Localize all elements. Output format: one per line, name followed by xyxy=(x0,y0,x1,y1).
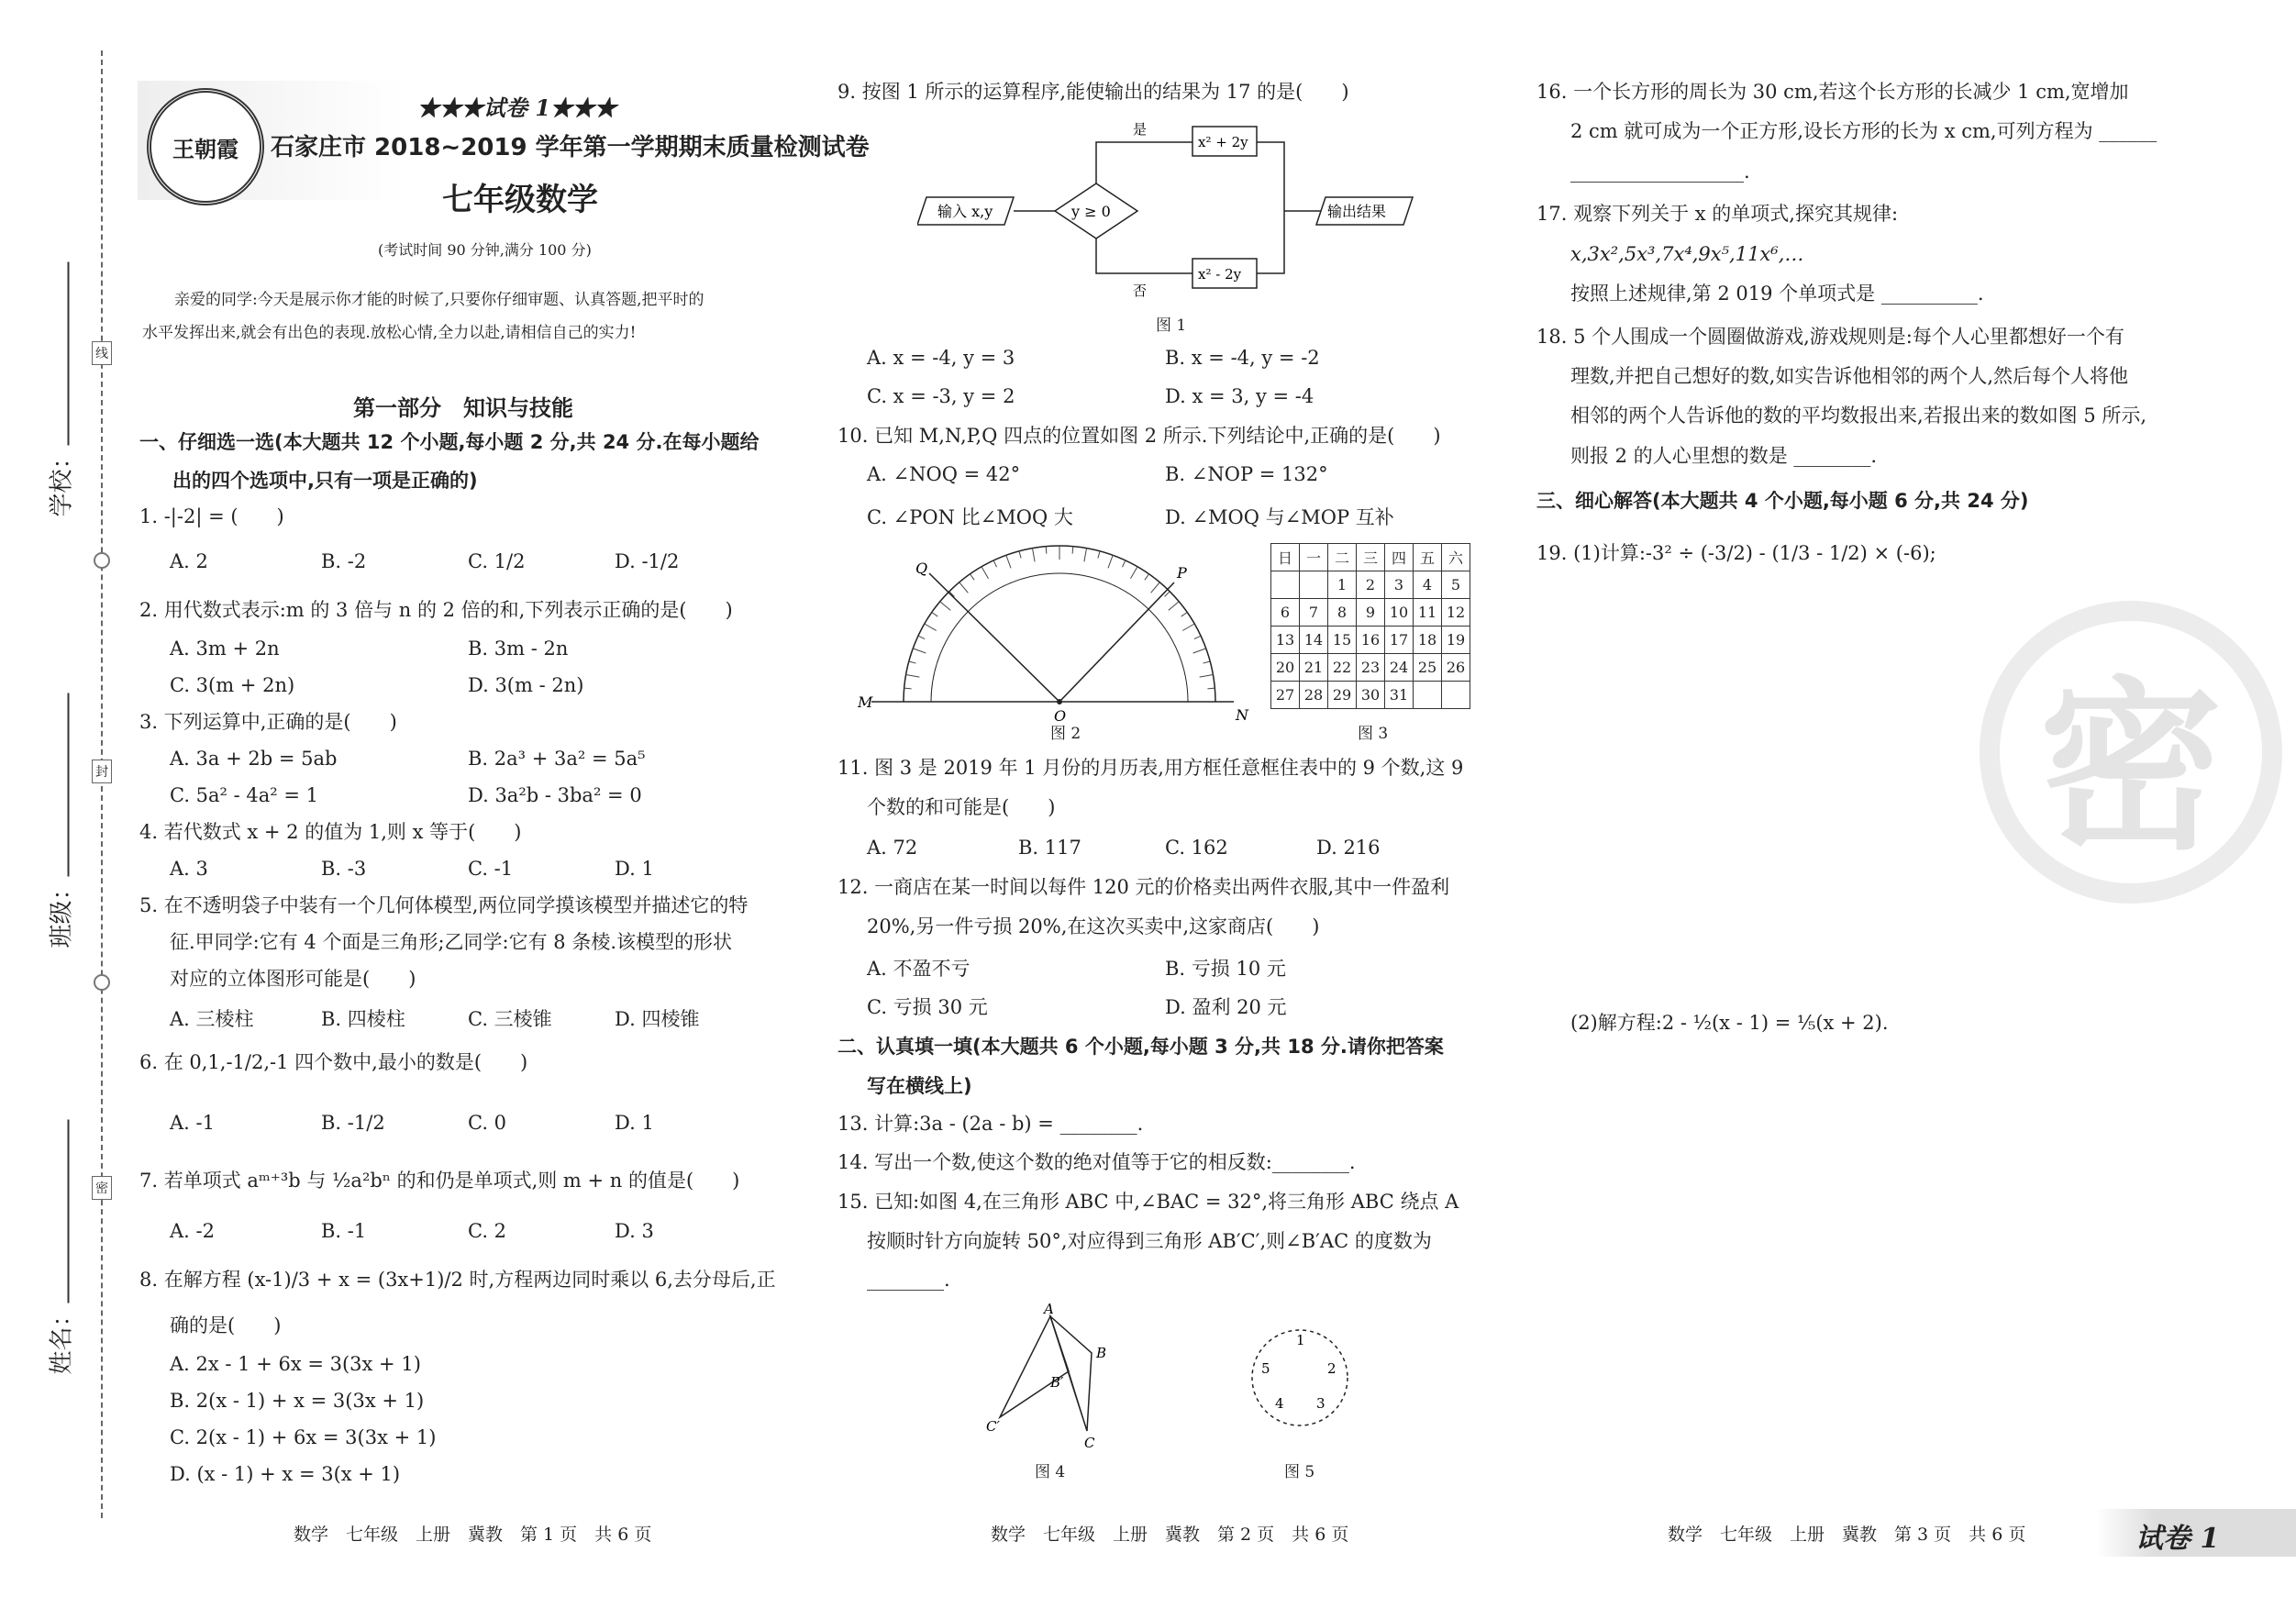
q5-opt-c[interactable]: C. 三棱锥 xyxy=(468,1008,552,1030)
protractor-tick xyxy=(1207,688,1215,689)
q12-opt-d[interactable]: D. 盈利 20 元 xyxy=(1165,996,1287,1018)
calendar-cell: 11 xyxy=(1414,599,1442,627)
fig1-top-text: x² + 2y xyxy=(1198,134,1248,150)
footer-tag: 试卷 1 xyxy=(2135,1523,2220,1555)
q2-opt-c[interactable]: C. 3(m + 2n) xyxy=(170,674,295,696)
calendar-cell: 19 xyxy=(1442,627,1470,654)
calendar-head-cell: 四 xyxy=(1385,544,1414,571)
calendar-cell: 2 xyxy=(1357,571,1385,599)
protractor-tick xyxy=(1032,549,1035,562)
q10-opt-b[interactable]: B. ∠NOP = 132° xyxy=(1165,463,1328,485)
q19-part1: 19. (1)计算:-3² ÷ (-3/2) - (1/3 - 1/2) × (-6); xyxy=(1536,542,1936,564)
calendar-head-cell: 日 xyxy=(1271,544,1300,571)
q4-opt-b[interactable]: B. -3 xyxy=(321,858,367,880)
calendar-row xyxy=(1271,682,1470,709)
label-q: Q xyxy=(915,560,928,577)
q18-line4[interactable]: 则报 2 的人心里想的数是 ________. xyxy=(1570,445,1878,467)
q3-opt-c[interactable]: C. 5a² - 4a² = 1 xyxy=(170,784,319,806)
q2-stem: 2. 用代数式表示:m 的 3 倍与 n 的 2 倍的和,下列表示正确的是( ) xyxy=(139,599,733,621)
calendar-cell: 9 xyxy=(1357,599,1385,627)
protractor-tick xyxy=(932,612,938,616)
q8-opt-b[interactable]: B. 2(x - 1) + x = 3(3x + 1) xyxy=(170,1390,425,1412)
calendar-cell: 25 xyxy=(1414,654,1442,682)
fig1-yes: 是 xyxy=(1133,121,1148,138)
margin-seal-2: 封 xyxy=(92,760,112,783)
protractor-tick xyxy=(1181,612,1188,616)
q12-opt-b[interactable]: B. 亏损 10 元 xyxy=(1165,958,1286,980)
calendar-cell: 8 xyxy=(1328,599,1357,627)
logo-seal xyxy=(147,88,264,205)
q11-opt-d[interactable]: D. 216 xyxy=(1316,837,1381,859)
q17-line1: 17. 观察下列关于 x 的单项式,探究其规律: xyxy=(1536,203,1899,225)
q17-line3[interactable]: 按照上述规律,第 2 019 个单项式是 __________. xyxy=(1570,283,1984,305)
calendar-cell xyxy=(1442,682,1470,709)
name-label: 姓名： xyxy=(48,1303,76,1375)
protractor-tick xyxy=(913,649,926,653)
protractor-tick xyxy=(904,688,912,689)
q8-opt-c[interactable]: C. 2(x - 1) + 6x = 3(3x + 1) xyxy=(170,1426,437,1448)
q6-opt-c[interactable]: C. 0 xyxy=(468,1112,507,1134)
protractor-tick xyxy=(909,661,916,663)
fig4-c2: C′ xyxy=(986,1418,1000,1435)
calendar-cell: 28 xyxy=(1300,682,1328,709)
fig5-caption: 图 5 xyxy=(1284,1463,1315,1481)
watermark-text: 密 xyxy=(2038,660,2223,875)
fig4-a: A xyxy=(1044,1303,1054,1317)
fig4-b2: B′ xyxy=(1050,1374,1064,1391)
protractor-tick xyxy=(1046,547,1047,554)
q6-opt-b[interactable]: B. -1/2 xyxy=(321,1112,385,1134)
label-n: N xyxy=(1236,706,1248,724)
exam-title: 石家庄市 2018~2019 学年第一学期期末质量检测试卷 xyxy=(271,134,870,161)
protractor-tick xyxy=(1098,551,1100,559)
protractor-tick xyxy=(1019,551,1021,559)
q10-opt-a[interactable]: A. ∠NOQ = 42° xyxy=(867,463,1021,485)
q4-stem: 4. 若代数式 x + 2 的值为 1,则 x 等于( ) xyxy=(139,821,522,843)
protractor-inner xyxy=(931,573,1188,702)
protractor-tick xyxy=(1151,582,1160,593)
calendar-cell: 26 xyxy=(1442,654,1470,682)
calendar-cell: 18 xyxy=(1414,627,1442,654)
protractor-tick xyxy=(1200,674,1214,677)
calendar-head-cell: 三 xyxy=(1357,544,1385,571)
footer-page-3: 数学 七年级 上册 冀教 第 3 页 共 6 页 xyxy=(1668,1525,2026,1545)
calendar-cell: 6 xyxy=(1271,599,1300,627)
q4-opt-d[interactable]: D. 1 xyxy=(615,858,654,880)
fig5-n5: 5 xyxy=(1261,1360,1270,1377)
q4-opt-c[interactable]: C. -1 xyxy=(468,858,514,880)
q11-opt-c[interactable]: C. 162 xyxy=(1165,837,1228,859)
q9-opt-a[interactable]: A. x = -4, y = 3 xyxy=(867,347,1015,369)
q7-opt-c[interactable]: C. 2 xyxy=(468,1220,507,1242)
protractor-tick xyxy=(1194,636,1201,638)
fig5-n4: 4 xyxy=(1275,1395,1284,1412)
calendar-cell xyxy=(1300,571,1328,599)
calendar-cell: 12 xyxy=(1442,599,1470,627)
protractor-tick xyxy=(959,582,969,593)
fig4-c: C xyxy=(1084,1435,1095,1451)
q1-opt-a[interactable]: A. 2 xyxy=(170,550,208,572)
q6-stem: 6. 在 0,1,-1/2,-1 四个数中,最小的数是( ) xyxy=(139,1051,528,1073)
calendar-head-cell: 六 xyxy=(1442,544,1470,571)
q6-opt-d[interactable]: D. 1 xyxy=(615,1112,654,1134)
calendar-cell: 31 xyxy=(1385,682,1414,709)
q3-opt-d[interactable]: D. 3a²b - 3ba² = 0 xyxy=(468,784,642,806)
q5-line3: 对应的立体图形可能是( ) xyxy=(170,968,416,990)
q8-opt-a[interactable]: A. 2x - 1 + 6x = 3(3x + 1) xyxy=(170,1353,421,1375)
q18-line3: 相邻的两个人告诉他的数的平均数报出来,若报出来的数如图 5 所示, xyxy=(1570,405,2147,427)
q7-opt-a[interactable]: A. -2 xyxy=(170,1220,215,1242)
calendar-row xyxy=(1271,571,1470,599)
q15-line3[interactable]: ________. xyxy=(867,1269,950,1291)
q2-opt-d[interactable]: D. 3(m - 2n) xyxy=(468,674,584,696)
q9-opt-b[interactable]: B. x = -4, y = -2 xyxy=(1165,347,1320,369)
fig3-caption: 图 3 xyxy=(1358,725,1389,743)
calendar-cell: 27 xyxy=(1271,682,1300,709)
section1-line1: 一、仔细选一选(本大题共 12 个小题,每小题 2 分,共 24 分.在每小题给 xyxy=(139,431,760,453)
q16-line1: 16. 一个长方形的周长为 30 cm,若这个长方形的长减少 1 cm,宽增加 xyxy=(1536,81,2129,103)
fig1-caption: 图 1 xyxy=(1156,316,1187,335)
footer-page-1: 数学 七年级 上册 冀教 第 1 页 共 6 页 xyxy=(294,1525,652,1545)
calendar-cell: 24 xyxy=(1385,654,1414,682)
protractor-tick xyxy=(925,624,937,631)
calendar-cell: 23 xyxy=(1357,654,1385,682)
fig1-bottom-text: x² - 2y xyxy=(1198,266,1242,283)
intro-line-1: 亲爱的同学:今天是展示你才能的时候了,只要你仔细审题、认真答题,把平时的 xyxy=(174,291,704,309)
calendar-cell xyxy=(1414,682,1442,709)
protractor-tick xyxy=(982,567,989,579)
fig1-no: 否 xyxy=(1133,283,1148,299)
q7-stem: 7. 若单项式 aᵐ⁺³b 与 ½a²bⁿ 的和仍是单项式,则 m + n 的值是( ) xyxy=(139,1170,740,1192)
calendar-row xyxy=(1271,654,1470,682)
q5-line2: 征.甲同学:它有 4 个面是三角形;乙同学:它有 8 条棱.该模型的形状 xyxy=(170,931,732,953)
calendar-cell: 17 xyxy=(1385,627,1414,654)
q5-line1: 5. 在不透明袋子中装有一个几何体模型,两位同学摸该模型并描述它的特 xyxy=(139,894,749,916)
q11-line2: 个数的和可能是( ) xyxy=(867,796,1056,818)
q8-opt-d[interactable]: D. (x - 1) + x = 3(x + 1) xyxy=(170,1463,401,1485)
q6-opt-a[interactable]: A. -1 xyxy=(170,1112,215,1134)
q1-opt-b[interactable]: B. -2 xyxy=(321,550,367,572)
q2-opt-a[interactable]: A. 3m + 2n xyxy=(170,638,280,660)
q1-opt-d[interactable]: D. -1/2 xyxy=(615,550,680,572)
q15-line2: 按顺时针方向旋转 50°,对应得到三角形 AB′C′,则∠B′AC 的度数为 xyxy=(867,1230,1432,1252)
fig5-n1: 1 xyxy=(1296,1332,1305,1348)
calendar-head-cell: 二 xyxy=(1328,544,1357,571)
q8-stem: 8. 在解方程 (x-1)/3 + x = (3x+1)/2 时,方程两边同时乘以 6,去分母后,正 xyxy=(139,1269,776,1291)
school-field[interactable] xyxy=(43,242,77,517)
figure-1-flowchart xyxy=(917,119,1431,312)
fig1-input-text: 输入 x,y xyxy=(937,203,993,220)
q10-stem: 10. 已知 M,N,P,Q 四点的位置如图 2 所示.下列结论中,正确的是( ) xyxy=(837,425,1441,447)
secret-watermark xyxy=(1980,601,2282,904)
subject-title: 七年级数学 xyxy=(442,182,598,218)
q7-opt-b[interactable]: B. -1 xyxy=(321,1220,367,1242)
figure-2-protractor xyxy=(858,541,1252,725)
margin-seal-3: 密 xyxy=(92,1176,112,1200)
q11-opt-a[interactable]: A. 72 xyxy=(867,837,918,859)
protractor-tick xyxy=(906,674,920,677)
q3-opt-a[interactable]: A. 3a + 2b = 5ab xyxy=(170,748,338,770)
q5-opt-b[interactable]: B. 四棱柱 xyxy=(321,1008,405,1030)
q12-line2: 20%,另一件亏损 20%,在这次买卖中,这家商店( ) xyxy=(867,915,1320,937)
q13[interactable]: 13. 计算:3a - (2a - b) = ________. xyxy=(837,1113,1144,1135)
protractor-tick xyxy=(1203,661,1210,663)
fig1-cond-text: y ≥ 0 xyxy=(1071,203,1111,220)
protractor-tick xyxy=(1169,602,1179,611)
q19-part2-answer-space[interactable] xyxy=(1570,1050,2213,1491)
calendar-cell: 1 xyxy=(1328,571,1357,599)
q11-opt-b[interactable]: B. 117 xyxy=(1018,837,1081,859)
q5-opt-d[interactable]: D. 四棱锥 xyxy=(615,1008,700,1030)
protractor-tick xyxy=(1072,547,1073,554)
q9-opt-c[interactable]: C. x = -3, y = 2 xyxy=(867,385,1015,407)
calendar-cell: 29 xyxy=(1328,682,1357,709)
calendar-head-cell: 五 xyxy=(1414,544,1442,571)
logo-text: 王朝霞 xyxy=(172,135,238,162)
q1-stem: 1. -|-2| = ( ) xyxy=(139,505,284,527)
q9-opt-d[interactable]: D. x = 3, y = -4 xyxy=(1165,385,1314,407)
q12-line1: 12. 一商店在某一时间以每件 120 元的价格卖出两件衣服,其中一件盈利 xyxy=(837,876,1450,898)
q12-opt-c[interactable]: C. 亏损 30 元 xyxy=(867,996,988,1018)
protractor-tick xyxy=(1108,555,1113,568)
fig4-b: B xyxy=(1096,1345,1107,1361)
figure-4-triangles xyxy=(982,1303,1147,1458)
calendar-cell: 21 xyxy=(1300,654,1328,682)
name-field[interactable] xyxy=(43,1100,77,1375)
time-note: (考试时间 90 分钟,满分 100 分) xyxy=(378,241,592,259)
binding-line xyxy=(101,50,103,1518)
calendar-row xyxy=(1271,627,1470,654)
section2-line1: 二、认真填一填(本大题共 6 个小题,每小题 3 分,共 18 分.请你把答案 xyxy=(837,1036,1444,1058)
label-m: M xyxy=(858,693,873,711)
calendar-cell: 14 xyxy=(1300,627,1328,654)
calendar-cell: 15 xyxy=(1328,627,1357,654)
part1-title: 第一部分 知识与技能 xyxy=(353,395,573,421)
calendar-head-cell: 一 xyxy=(1300,544,1328,571)
label-p: P xyxy=(1177,564,1187,582)
q1-opt-c[interactable]: C. 1/2 xyxy=(468,550,526,572)
class-label: 班级： xyxy=(48,876,76,948)
triangle-ab2c2 xyxy=(1000,1316,1069,1417)
protractor-tick xyxy=(1182,624,1194,631)
label-o: O xyxy=(1054,707,1067,725)
protractor-tick xyxy=(1193,649,1206,653)
figure-5-circle xyxy=(1243,1321,1358,1436)
protractor-tick xyxy=(970,574,974,581)
q15-line1: 15. 已知:如图 4,在三角形 ABC 中,∠BAC = 32°,将三角形 ABC 绕点 A xyxy=(837,1191,1459,1213)
calendar-cell: 10 xyxy=(1385,599,1414,627)
calendar-cell: 30 xyxy=(1357,682,1385,709)
protractor-tick xyxy=(1006,555,1011,568)
q9-stem: 9. 按图 1 所示的运算程序,能使输出的结果为 17 的是( ) xyxy=(837,81,1349,103)
calendar-cell: 7 xyxy=(1300,599,1328,627)
class-field[interactable] xyxy=(43,673,77,948)
paper-tag: ★★★试卷 1★★★ xyxy=(417,94,617,121)
fig4-caption: 图 4 xyxy=(1035,1463,1066,1481)
q3-stem: 3. 下列运算中,正确的是( ) xyxy=(139,711,397,733)
calendar-row xyxy=(1271,599,1470,627)
footer-page-2: 数学 七年级 上册 冀教 第 2 页 共 6 页 xyxy=(991,1525,1349,1545)
calendar-cell xyxy=(1271,571,1300,599)
calendar-cell: 22 xyxy=(1328,654,1357,682)
protractor-tick xyxy=(993,560,996,567)
hole-2 xyxy=(94,974,110,991)
protractor-ticks xyxy=(904,546,1215,702)
calendar-cell: 16 xyxy=(1357,627,1385,654)
protractor-tick xyxy=(940,602,950,611)
margin-seal-1: 线 xyxy=(92,341,112,365)
section1-line2: 出的四个选项中,只有一项是正确的) xyxy=(172,470,478,492)
protractor-tick xyxy=(1145,574,1149,581)
q16-line3[interactable]: __________________. xyxy=(1570,161,1750,183)
q11-line1: 11. 图 3 是 2019 年 1 月份的月历表,用方框任意框住表中的 9 个数,这 9 xyxy=(837,757,1464,779)
protractor-tick xyxy=(1122,560,1125,567)
protractor-tick xyxy=(1084,549,1087,562)
school-label: 学校： xyxy=(48,445,76,517)
q16-line2: 2 cm 就可成为一个正方形,设长方形的长为 x cm,可列方程为 ______ xyxy=(1570,120,2157,142)
protractor-outer xyxy=(904,546,1215,702)
q14[interactable]: 14. 写出一个数,使这个数的绝对值等于它的相反数:________. xyxy=(837,1151,1356,1173)
intro-line-2: 水平发挥出来,就会有出色的表现.放松心情,全力以赴,请相信自己的实力! xyxy=(142,324,637,342)
calendar-cell: 5 xyxy=(1442,571,1470,599)
calendar-cell: 3 xyxy=(1385,571,1414,599)
protractor-tick xyxy=(1131,567,1138,579)
section2-line2: 写在横线上) xyxy=(867,1075,972,1097)
calendar-cell: 20 xyxy=(1271,654,1300,682)
figure-3-calendar xyxy=(1270,543,1470,709)
q17-line2: x,3x²,5x³,7x⁴,9x⁵,11x⁶,… xyxy=(1570,243,1804,265)
fig5-n3: 3 xyxy=(1316,1395,1325,1412)
calendar-cell: 4 xyxy=(1414,571,1442,599)
hole-1 xyxy=(94,552,110,569)
section3-title: 三、细心解答(本大题共 4 个小题,每小题 6 分,共 24 分) xyxy=(1536,490,2029,512)
q10-opt-c[interactable]: C. ∠PON 比∠MOQ 大 xyxy=(867,506,1073,528)
q12-opt-a[interactable]: A. 不盈不亏 xyxy=(867,958,971,980)
fig1-output-text: 输出结果 xyxy=(1327,203,1387,220)
q5-opt-a[interactable]: A. 三棱柱 xyxy=(170,1008,254,1030)
calendar-cell: 13 xyxy=(1271,627,1300,654)
q2-opt-b[interactable]: B. 3m - 2n xyxy=(468,638,569,660)
fig2-caption: 图 2 xyxy=(1050,725,1081,743)
q10-opt-d[interactable]: D. ∠MOQ 与∠MOP 互补 xyxy=(1165,506,1394,528)
q18-line2: 理数,并把自己想好的数,如实告诉他相邻的两个人,然后每个人将他 xyxy=(1570,365,2129,387)
q7-opt-d[interactable]: D. 3 xyxy=(615,1220,654,1242)
q19-part2: (2)解方程:2 - ½(x - 1) = ⅕(x + 2). xyxy=(1570,1012,1889,1034)
ray-op xyxy=(1059,582,1174,702)
q8-line2: 确的是( ) xyxy=(170,1314,282,1336)
q4-opt-a[interactable]: A. 3 xyxy=(170,858,208,880)
protractor-tick xyxy=(918,636,925,638)
q18-line1: 18. 5 个人围成一个圆圈做游戏,游戏规则是:每个人心里都想好一个有 xyxy=(1536,326,2124,348)
fig5-n2: 2 xyxy=(1327,1360,1337,1377)
q3-opt-b[interactable]: B. 2a³ + 3a² = 5a⁵ xyxy=(468,748,646,770)
